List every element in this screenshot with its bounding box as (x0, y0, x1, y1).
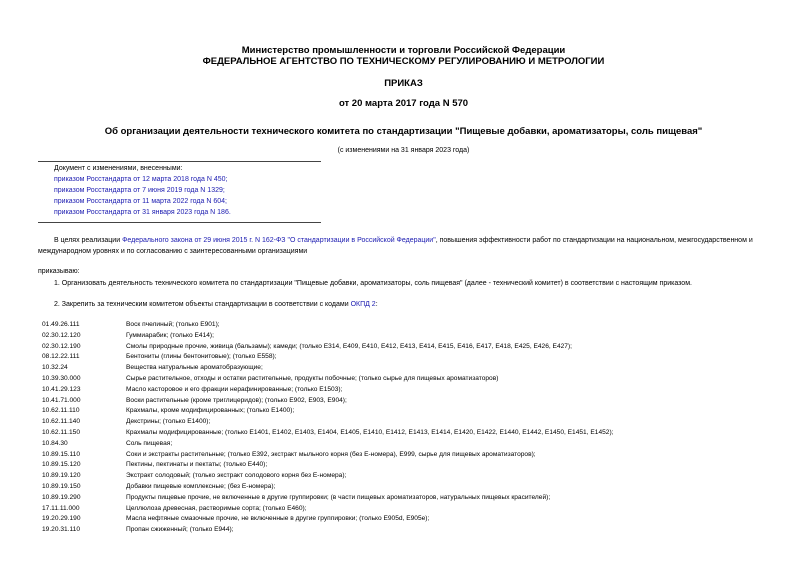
code-row (0, 407, 807, 418)
code-value: 02.30.12.120 (42, 331, 81, 339)
ministry-name: Министерство промышленности и торговли Российской Федерации (241, 45, 566, 56)
order-word: приказываю: (38, 268, 80, 275)
code-value: 19.20.31.110 (42, 526, 81, 534)
code-description: Воски растительные (кроме триглицеридов); (только E902, E903, E904); (126, 396, 347, 404)
code-value: 10.84.30 (42, 439, 68, 447)
code-value: 10.62.11.150 (42, 429, 81, 436)
code-description: Пропан сжиженный; (только E944); (126, 526, 234, 534)
code-description: Соки и экстракты растительные; (только E392, экстракт мыльного корня (без E-номера), E999, сырье для пищевых ароматизаторов); (126, 450, 536, 458)
document-date: от 20 марта 2017 года N 570 (338, 98, 469, 109)
code-description: Масла нефтяные смазочные прочие, не включенные в другие группировки; (только E905d, E905e); (126, 515, 430, 523)
code-value: 10.41.29.123 (42, 385, 81, 393)
code-value: 01.49.26.111 (42, 321, 80, 328)
code-row (0, 461, 807, 472)
order-item-2-end: : (375, 301, 378, 308)
code-value: 19.20.29.190 (42, 515, 81, 523)
code-description: Масло касторовое и его фракции нерафинированные; (только E1503); (126, 385, 343, 393)
code-row (0, 429, 807, 440)
code-value: 10.89.19.150 (42, 483, 81, 490)
code-description: Крахмалы модифицированные; (только E1401, E1402, E1403, E1404, E1405, E1410, E1412, E1413, E1414, E1420, E1422, E1440, E1442, E1450, E1451, E1452); (126, 429, 614, 436)
code-description: Декстрины; (только E1400); (126, 418, 211, 426)
code-row (0, 494, 807, 505)
code-value: 10.62.11.110 (42, 407, 80, 415)
code-description: Воск пчелиный; (только E901); (126, 321, 220, 328)
code-description: Целлюлоза древесная, растворимые сорта; (только E460); (126, 504, 307, 512)
code-row (0, 364, 807, 375)
amendments-top-rule (38, 161, 321, 162)
preamble-line-1 (54, 235, 753, 246)
code-value: 10.62.11.140 (42, 418, 81, 426)
amendment-link[interactable]: приказом Росстандарта от 31 января 2023 года N 186. (54, 209, 231, 216)
code-description: Пектины, пектинаты и пектаты; (только E440); (126, 461, 268, 469)
code-value: 10.41.71.000 (42, 396, 81, 404)
code-description: Смолы природные прочие, живица (бальзамы); камеди; (только E314, E409, E410, E412, E413, E414, E415, E416, E417, E418, E425, E426, E427); (126, 342, 572, 350)
page-title: Об организации деятельности технического комитета по стандартизации "Пищевые добавки, ароматизаторы, соль пищевая" (104, 126, 703, 137)
code-row (0, 332, 807, 343)
code-value: 08.12.22.111 (42, 353, 80, 361)
code-description: Вещества натуральные ароматобразующие; (126, 364, 263, 372)
code-value: 10.89.15.110 (42, 450, 81, 458)
code-description: Бентониты (глины бентонитовые); (только E558); (126, 353, 277, 361)
federal-law-link[interactable]: Федерального закона от 29 июня 2015 г. N 162-ФЗ "О стандартизации в Российской Федерации" (122, 237, 436, 244)
revision-note: (с изменениями на 31 января 2023 года) (337, 147, 470, 154)
preamble-rest: , повышения эффективности работ по стандартизации на национальном, межгосударственном и (435, 237, 753, 244)
code-row (0, 397, 807, 408)
order-item-2 (54, 299, 378, 310)
code-row (0, 386, 807, 397)
code-row (0, 440, 807, 451)
code-value: 17.11.11.000 (42, 504, 80, 512)
code-value: 10.39.30.000 (42, 375, 81, 382)
code-row (0, 343, 807, 354)
code-row (0, 472, 807, 483)
code-row (0, 515, 807, 526)
preamble-line-2: международном уровнях и по согласованию с заинтересованными организациями (38, 248, 308, 255)
code-value: 10.32.24 (42, 364, 68, 372)
order-item-2-lead: 2. Закрепить за техническим комитетом объекты стандартизации в соответствии с кодами (54, 301, 351, 308)
code-description: Соль пищевая; (126, 439, 173, 447)
document-type: ПРИКАЗ (384, 78, 423, 89)
code-description: Крахмалы, кроме модифицированных; (только E1400); (126, 407, 295, 415)
amendment-link[interactable]: приказом Росстандарта от 12 марта 2018 года N 450; (54, 176, 228, 183)
code-value: 10.89.15.120 (42, 461, 81, 469)
code-value: 02.30.12.190 (42, 342, 81, 350)
code-row (0, 526, 807, 537)
code-description: Добавки пищевые комплексные; (без E-номера); (126, 483, 276, 490)
code-row (0, 418, 807, 429)
agency-name: ФЕДЕРАЛЬНОЕ АГЕНТСТВО ПО ТЕХНИЧЕСКОМУ РЕГУЛИРОВАНИЮ И МЕТРОЛОГИИ (202, 56, 605, 67)
amendments-bottom-rule (38, 222, 321, 223)
code-description: Гуммиарабик; (только E414); (126, 331, 214, 339)
code-description: Сырье растительное, отходы и остатки растительные, продукты побочные; (только сырье для пищевых ароматизаторов) (126, 375, 499, 382)
amendment-link[interactable]: приказом Росстандарта от 11 марта 2022 года N 604; (54, 198, 227, 205)
code-value: 10.89.19.290 (42, 493, 81, 501)
amendments-intro: Документ с изменениями, внесенными: (54, 165, 183, 172)
code-row (0, 451, 807, 462)
code-row (0, 505, 807, 516)
order-item-1: 1. Организовать деятельность технического комитета по стандартизации "Пищевые добавки, ароматизаторы, соль пищевая" (далее - технический комитет) в соответствии с настоящим приказом. (54, 280, 692, 287)
code-row (0, 375, 807, 386)
code-description: Экстракт солодовый; (только экстракт солодового корня без E-номера); (126, 472, 347, 480)
code-value: 10.89.19.120 (42, 472, 81, 480)
code-description: Продукты пищевые прочие, не включенные в другие группировки; (в части пищевых ароматизаторов, натуральных пищевых красителей); (126, 493, 551, 501)
okpd2-link[interactable]: ОКПД 2 (350, 301, 376, 308)
code-row (0, 353, 807, 364)
preamble-lead: В целях реализации (54, 237, 123, 244)
amendment-link[interactable]: приказом Росстандарта от 7 июня 2019 года N 1329; (54, 187, 225, 194)
code-row (0, 483, 807, 494)
code-row (0, 321, 807, 332)
